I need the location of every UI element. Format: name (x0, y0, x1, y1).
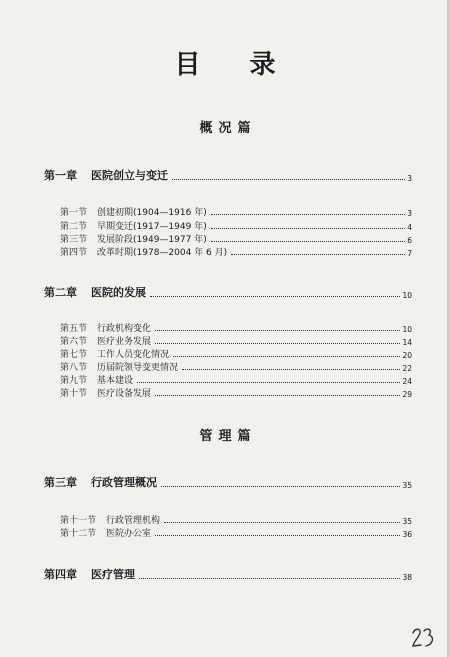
section-number: 第二节 (60, 222, 88, 232)
chapter-number: 第二章 (44, 286, 77, 299)
section-number: 第十一节 (60, 516, 97, 526)
page-number: 36 (402, 530, 412, 539)
dot-leader (182, 369, 400, 370)
section-number: 第八节 (60, 363, 88, 373)
chapter-title: 行政管理概况 (91, 476, 157, 489)
chapter-number: 第四章 (44, 568, 77, 581)
dot-leader (150, 296, 400, 297)
section-title: 历届院领导变更情况 (97, 363, 179, 373)
dot-leader (173, 356, 400, 357)
section-title: 医疗设备发展 (97, 389, 152, 399)
page-number: 10 (402, 291, 412, 300)
dot-leader (164, 522, 400, 523)
section-number: 第七节 (60, 350, 88, 360)
section-number: 第十二节 (60, 529, 97, 539)
chapter-title: 医院创立与变迁 (91, 169, 168, 182)
section-title: 工作人员变化情况 (97, 350, 170, 360)
page-number: 6 (407, 236, 412, 245)
dot-leader (231, 254, 405, 255)
dot-leader (172, 179, 405, 180)
toc-section-6[interactable] (60, 334, 412, 347)
dot-leader (137, 382, 400, 383)
dot-leader (161, 486, 400, 487)
dot-leader (211, 228, 406, 229)
toc-chapter-1[interactable] (44, 167, 412, 183)
toc-section-12[interactable] (60, 526, 412, 539)
section-title: 发展阶段(1949—1977 年) (97, 235, 207, 245)
section-title: 行政管理机构 (106, 516, 161, 526)
chapter-title: 医院的发展 (91, 286, 146, 299)
chapter-number: 第三章 (44, 476, 77, 489)
dot-leader (211, 214, 406, 215)
page-number: 20 (402, 351, 412, 360)
dot-leader (139, 578, 400, 579)
section-title: 早期变迁(1917—1949 年) (97, 222, 207, 232)
dot-leader (155, 395, 400, 396)
dot-leader (155, 535, 400, 536)
section-title: 改革时期(1978—2004 年 6 月) (97, 248, 228, 258)
section-number: 第一节 (60, 208, 88, 218)
section-title: 基本建设 (97, 376, 134, 386)
section-title: 医疗业务发展 (97, 337, 152, 347)
chapter-number: 第一章 (44, 169, 77, 182)
section-number: 第四节 (60, 248, 88, 258)
page-number: 14 (402, 338, 412, 347)
toc-section-11[interactable] (60, 513, 412, 526)
section-number: 第十节 (60, 389, 88, 399)
page-number: 7 (407, 249, 412, 258)
toc-section-4[interactable] (60, 245, 412, 258)
toc-chapter-2[interactable] (44, 284, 412, 300)
page-number: 38 (402, 573, 412, 582)
page-number: 29 (402, 390, 412, 399)
page-number: 35 (402, 481, 412, 490)
dot-leader (155, 330, 400, 331)
toc-section-1[interactable] (60, 205, 412, 218)
section-number: 第三节 (60, 235, 88, 245)
handwritten-page-mark (410, 625, 436, 651)
section-number: 第六节 (60, 337, 88, 347)
part-heading-overview: 概况篇 (199, 121, 257, 136)
section-number: 第九节 (60, 376, 88, 386)
toc-section-7[interactable] (60, 347, 412, 360)
page-title: 目 录 (174, 50, 296, 80)
section-title: 创建初期(1904—1916 年) (97, 208, 207, 218)
dot-leader (211, 241, 406, 242)
toc-section-2[interactable] (60, 219, 412, 232)
page-number: 3 (407, 174, 412, 183)
toc-chapter-3[interactable] (44, 474, 412, 490)
page-number: 24 (402, 377, 412, 386)
toc-section-5[interactable] (60, 321, 412, 334)
section-title: 行政机构变化 (97, 324, 152, 334)
page-number: 35 (402, 517, 412, 526)
page-number: 3 (407, 209, 412, 218)
toc-chapter-4[interactable] (44, 566, 412, 582)
toc-section-9[interactable] (60, 373, 412, 386)
chapter-title: 医疗管理 (91, 568, 135, 581)
toc-section-3[interactable] (60, 232, 412, 245)
dot-leader (155, 343, 400, 344)
toc-section-10[interactable] (60, 386, 412, 399)
section-number: 第五节 (60, 324, 88, 334)
part-heading-management: 管理篇 (199, 429, 257, 444)
page-number: 4 (407, 223, 412, 232)
page-number: 10 (402, 325, 412, 334)
toc-section-8[interactable] (60, 360, 412, 373)
section-title: 医院办公室 (106, 529, 152, 539)
page-number: 22 (402, 364, 412, 373)
